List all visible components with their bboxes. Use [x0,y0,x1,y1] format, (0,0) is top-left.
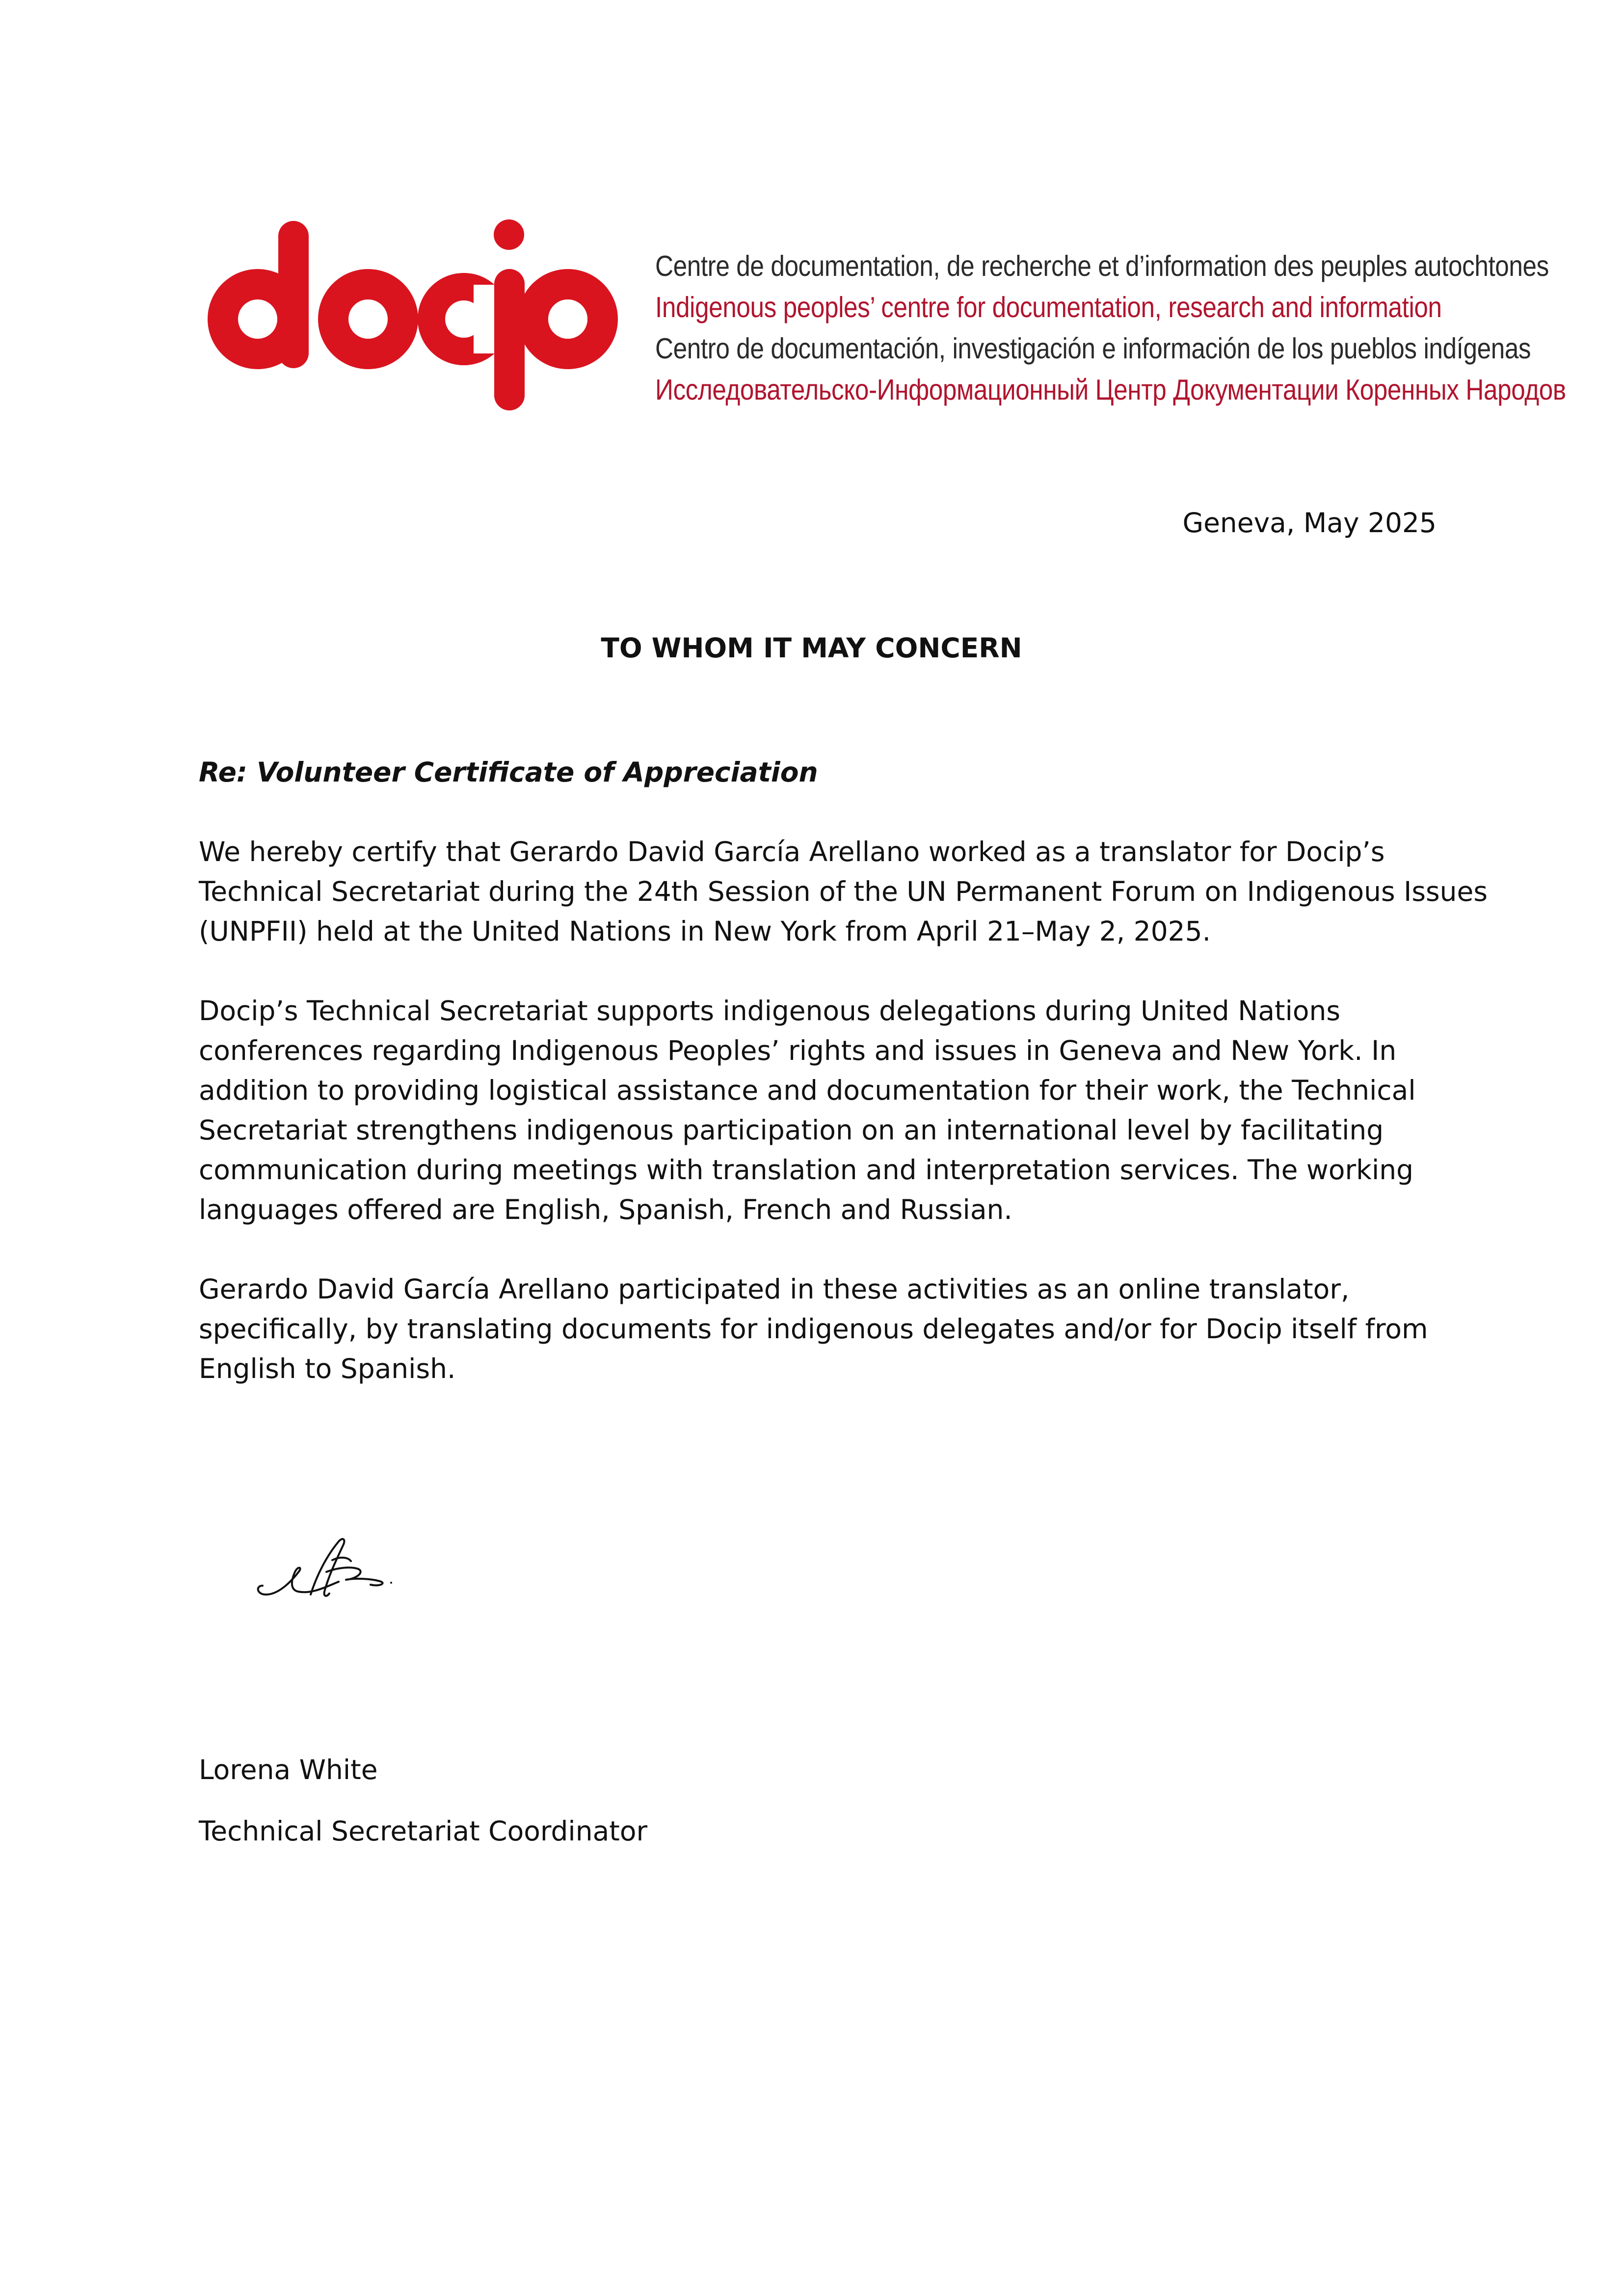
paragraph-line: addition to providing logistical assistance and documentation for their work, the Technical [199,1075,1416,1106]
body-paragraph-3 [199,1270,1455,1389]
paragraph-line: languages offered are English, Spanish, French and Russian. [199,1194,1012,1225]
docip-logo [199,206,631,412]
paragraph-line: Gerardo David García Arellano participated in these activities as an online translator, [199,1273,1350,1305]
org-name-french: Centre de documentation, de recherche et d’information des peuples autochtones [655,250,1549,282]
paragraph-line: (UNPFII) held at the United Nations in New York from April 21–May 2, 2025. [199,916,1211,947]
signer-name: Lorena White [199,1754,378,1785]
paragraph-line: Docip’s Technical Secretariat supports indigenous delegations during United Nations [199,995,1341,1026]
body-paragraph-2 [199,991,1455,1230]
letter-heading: TO WHOM IT MAY CONCERN [601,632,1022,664]
organization-names [655,245,1566,410]
letter-subject: Re: Volunteer Certificate of Appreciation [199,756,818,788]
org-name-spanish: Centro de documentación, investigación e información de los pueblos indígenas [655,332,1531,365]
body-paragraph-1 [199,832,1488,951]
org-name-russian: Исследовательско-Информационный Центр Документации Коренных Народов [655,374,1566,406]
letterhead [199,196,1566,412]
paragraph-line: English to Spanish. [199,1353,456,1384]
letter-date: Geneva, May 2025 [1182,507,1437,539]
paragraph-line: conferences regarding Indigenous Peoples’ rights and issues in Geneva and New York. In [199,1035,1397,1066]
handwritten-signature [253,1527,410,1610]
paragraph-line: communication during meetings with translation and interpretation services. The working [199,1154,1414,1186]
paragraph-line: We hereby certify that Gerardo David García Arellano worked as a translator for Docip’s [199,836,1385,867]
signer-title: Technical Secretariat Coordinator [199,1815,648,1847]
paragraph-line: Secretariat strengthens indigenous participation on an international level by facilitating [199,1114,1384,1146]
paragraph-line: specifically, by translating documents for indigenous delegates and/or for Docip itself from [199,1313,1428,1345]
paragraph-line: Technical Secretariat during the 24th Session of the UN Permanent Forum on Indigenous Issues [199,876,1488,907]
org-name-english: Indigenous peoples’ centre for documentation, research and information [655,291,1442,324]
